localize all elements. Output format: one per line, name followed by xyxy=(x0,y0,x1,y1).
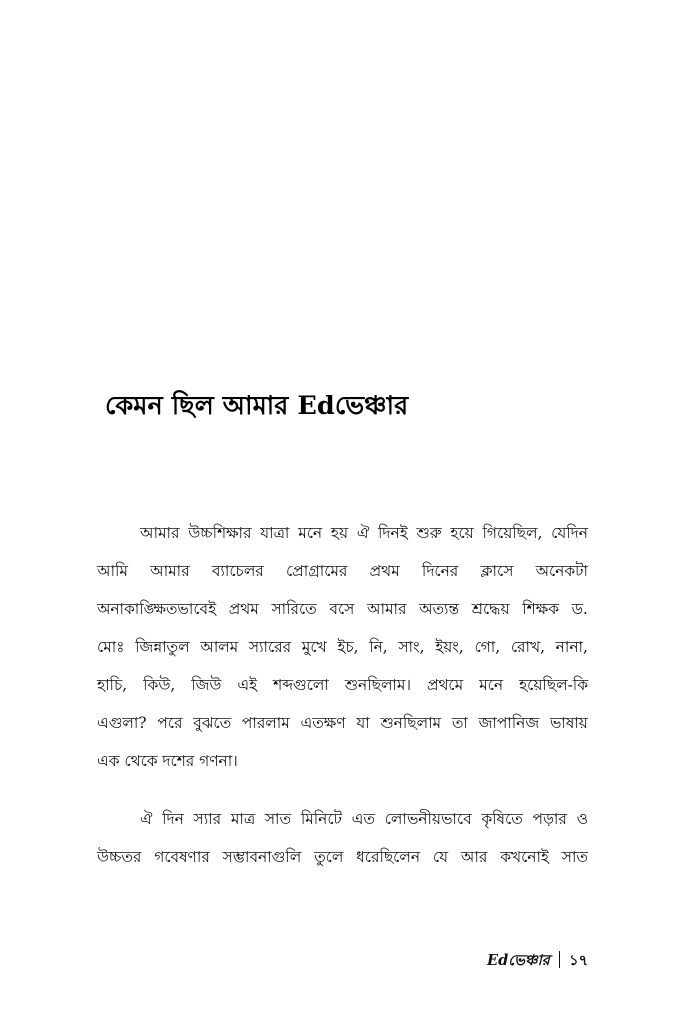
word: হয়ে xyxy=(450,524,474,542)
word: গবেষণার xyxy=(154,848,210,866)
word: যে xyxy=(432,848,449,866)
word: হাচি, xyxy=(97,676,128,694)
word: তা xyxy=(451,714,468,732)
word: উচ্চতর xyxy=(97,848,142,866)
text-line xyxy=(97,590,588,628)
word: দিন xyxy=(162,810,184,828)
text-line xyxy=(97,552,588,590)
word: অনেকটা xyxy=(535,562,588,580)
word: তুলে xyxy=(314,848,344,866)
word: উচ্চশিক্ষার xyxy=(188,524,252,542)
word: মনে xyxy=(479,676,504,694)
page-number: ১৭ xyxy=(569,952,588,969)
word: দিনের xyxy=(421,562,459,580)
footer-separator-rule xyxy=(559,951,560,968)
word: আমার xyxy=(140,524,180,542)
word: ড. xyxy=(571,600,588,618)
word: শুরু xyxy=(416,524,442,542)
word: রোখ, xyxy=(510,638,545,656)
paragraph-2 xyxy=(97,800,588,876)
word: জিউ xyxy=(191,676,222,694)
word: বুঝতে xyxy=(193,714,232,732)
text-line xyxy=(97,838,588,876)
word: ইয়ং, xyxy=(435,638,464,656)
word: ধরেছিলেন xyxy=(356,848,421,866)
word: প্রথমে xyxy=(426,676,464,694)
word: যা xyxy=(356,714,370,732)
word: লোভনীয়ভাবে xyxy=(384,810,472,828)
word: ঐ xyxy=(356,524,370,542)
footer-brand-label: Edভেঞ্চার xyxy=(487,952,550,969)
word: প্রথম xyxy=(369,562,400,580)
word: নানা, xyxy=(555,638,588,656)
word: জাপানিজ xyxy=(478,714,540,732)
word: অত্যন্ত xyxy=(419,600,460,618)
word: শব্দগুলো xyxy=(273,676,329,694)
word: অনাকাঙ্ক্ষিতভাবেই xyxy=(97,600,217,618)
word: আলম xyxy=(200,638,239,656)
chapter-heading: কেমন ছিল আমার Edভেঞ্চার xyxy=(105,391,409,421)
word: দিনই xyxy=(378,524,408,542)
text-line xyxy=(97,742,588,780)
word: স্যার xyxy=(193,810,222,828)
word: এত xyxy=(351,810,375,828)
word: এই xyxy=(237,676,258,694)
word: মনে xyxy=(298,524,323,542)
word: আর xyxy=(460,848,488,866)
word: হয়েছিল-কি xyxy=(519,676,588,694)
word: বসে xyxy=(329,600,355,618)
text-line xyxy=(97,628,588,666)
page-footer xyxy=(97,948,588,974)
word: প্রথম xyxy=(228,600,259,618)
word: ও xyxy=(576,810,588,828)
text-line xyxy=(97,666,588,704)
word: ঐ xyxy=(140,810,153,828)
word: আমার xyxy=(367,600,407,618)
text-line xyxy=(97,800,588,838)
word: নি, xyxy=(369,638,388,656)
text-line xyxy=(97,514,588,552)
word: মুখে xyxy=(301,638,327,656)
word: এগুলা? xyxy=(97,714,147,732)
word: আমার xyxy=(150,562,190,580)
word: ইচ, xyxy=(337,638,359,656)
word: পারলাম xyxy=(241,714,290,732)
word: সারিতে xyxy=(271,600,317,618)
word: স্যারের xyxy=(248,638,292,656)
word: কিউ, xyxy=(143,676,176,694)
line-text: এক থেকে দশের গণনা। xyxy=(97,752,238,770)
word: ক্লাসে xyxy=(480,562,514,580)
word: কখনোই xyxy=(500,848,549,866)
word: শিক্ষক xyxy=(522,600,559,618)
word: যেদিন xyxy=(551,524,588,542)
word: সম্ভাবনাগুলি xyxy=(222,848,302,866)
page-top-whitespace xyxy=(0,0,685,388)
word: পড়ার xyxy=(532,810,567,828)
word: গো, xyxy=(474,638,501,656)
word: মাত্র xyxy=(230,810,256,828)
word: জিন্নাতুল xyxy=(135,638,190,656)
word: মোঃ xyxy=(97,638,125,656)
paragraph-1 xyxy=(97,514,588,780)
word: মিনিটে xyxy=(300,810,342,828)
word: ভাষায় xyxy=(549,714,588,732)
word: সাং, xyxy=(398,638,425,656)
word: হয় xyxy=(330,524,349,542)
word: যাত্রা xyxy=(260,524,290,542)
word: কৃষিতে xyxy=(481,810,523,828)
word: ব্যাচেলর xyxy=(211,562,264,580)
word: শ্রদ্ধেয় xyxy=(471,600,510,618)
word: পরে xyxy=(157,714,183,732)
text-line xyxy=(97,704,588,742)
word: শুনছিলাম xyxy=(380,714,442,732)
word: এতক্ষণ xyxy=(300,714,346,732)
word: প্রোগ্রামের xyxy=(286,562,348,580)
word: শুনছিলাম। xyxy=(344,676,411,694)
word: সাত xyxy=(561,848,588,866)
body-text-block xyxy=(97,514,588,876)
word: গিয়েছিল, xyxy=(482,524,543,542)
word: আমি xyxy=(97,562,128,580)
word: সাত xyxy=(264,810,292,828)
